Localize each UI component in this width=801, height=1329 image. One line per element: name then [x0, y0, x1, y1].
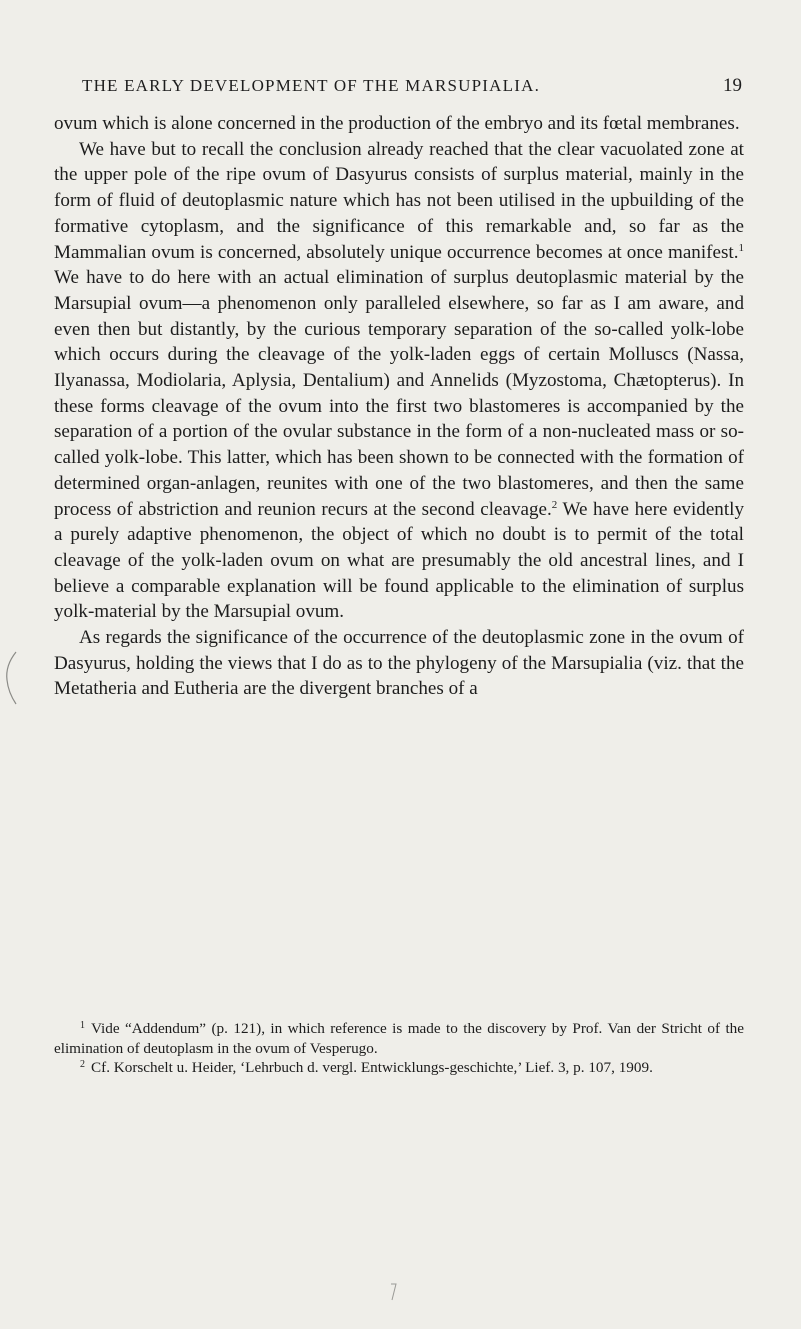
paragraph-elimination	[54, 137, 744, 625]
paragraph-continued: ovum which is alone concerned in the production of the embryo and its fœtal membranes.	[54, 113, 740, 134]
paragraph-text: We have but to recall the conclusion already reached that the clear vacuolated zone at the upper pole of the ripe ovum of Dasyurus consists of surplus material, mainly in the form of fluid of deutoplasmic nature which has not been utilised in the upbuilding of the formative cytoplasm, and the significance of this remarkable and, so far as the Mammalian ovum is concerned, absolutely unique occurrence becomes at once manifest.	[54, 138, 744, 263]
running-header	[82, 76, 742, 100]
margin-pencil-mark	[2, 650, 20, 706]
paragraph-text: We have here evidently a purely adaptive phenomenon, the object of which no doubt is to permit of the total cleavage of the yolk-laden ovum on what are presumably the old ancestral lines, and I believe a comparable explanation will be found applicable to the elimination of surplus yolk-material by the Marsupial ovum.	[54, 498, 745, 623]
footnote-text: Vide “Addendum” (p. 121), in which reference is made to the discovery by Prof. Van der Stricht of the elimination of deutoplasm in the ovum of Vesperugo.	[54, 1020, 744, 1057]
footnote-number: 2	[80, 1059, 85, 1071]
footnote-ref-2: 2	[551, 498, 558, 511]
paragraph-text: We have to do here with an actual elimination of surplus deutoplasmic material by the Marsupial ovum—a phenomenon only paralleled elsewhere, so far as I am aware, and even then but distantly, by the curious temporary separation of the so-called yolk-lobe which occurs during the cleavage of the yolk-laden eggs of certain Molluscs (Nassa, Ilyanassa, Modiolaria, Aplysia, Dentalium) and Annelids (Myzostoma, Chætopterus). In these forms cleavage of the ovum into the first two blastomeres is accompanied by the separation of a portion of the ovular substance in the form of a non-nucleated mass or so-called yolk-lobe. This latter, which has been shown to be connected with the formation of determined organ-anlagen, reunites with one of the two blastomeres, and then the same process of abstriction and reunion recurs at the second cleavage.	[54, 267, 744, 520]
footnotes	[54, 1019, 744, 1078]
footnote-text: Cf. Korschelt u. Heider, ‘Lehrbuch d. vergl. Entwicklungs-geschichte,’ Lief. 3, p. 107, 1909.	[91, 1059, 653, 1077]
running-title: THE EARLY DEVELOPMENT OF THE MARSUPIALIA.	[82, 76, 541, 95]
pencil-mark	[388, 1282, 400, 1302]
footnote-number: 1	[80, 1020, 85, 1031]
footnote-2	[54, 1058, 744, 1078]
main-text	[54, 111, 744, 702]
footnote-ref-1: 1	[738, 241, 744, 254]
footnote-1	[54, 1019, 744, 1058]
page-number: 19	[723, 75, 742, 96]
paragraph-significance: As regards the significance of the occurrence of the deutoplasmic zone in the ovum of Dasyurus, holding the views that I do as to the phylogeny of the Marsupialia (viz. that the Metatheria and Eutheria are the divergent branches of a	[54, 627, 744, 700]
